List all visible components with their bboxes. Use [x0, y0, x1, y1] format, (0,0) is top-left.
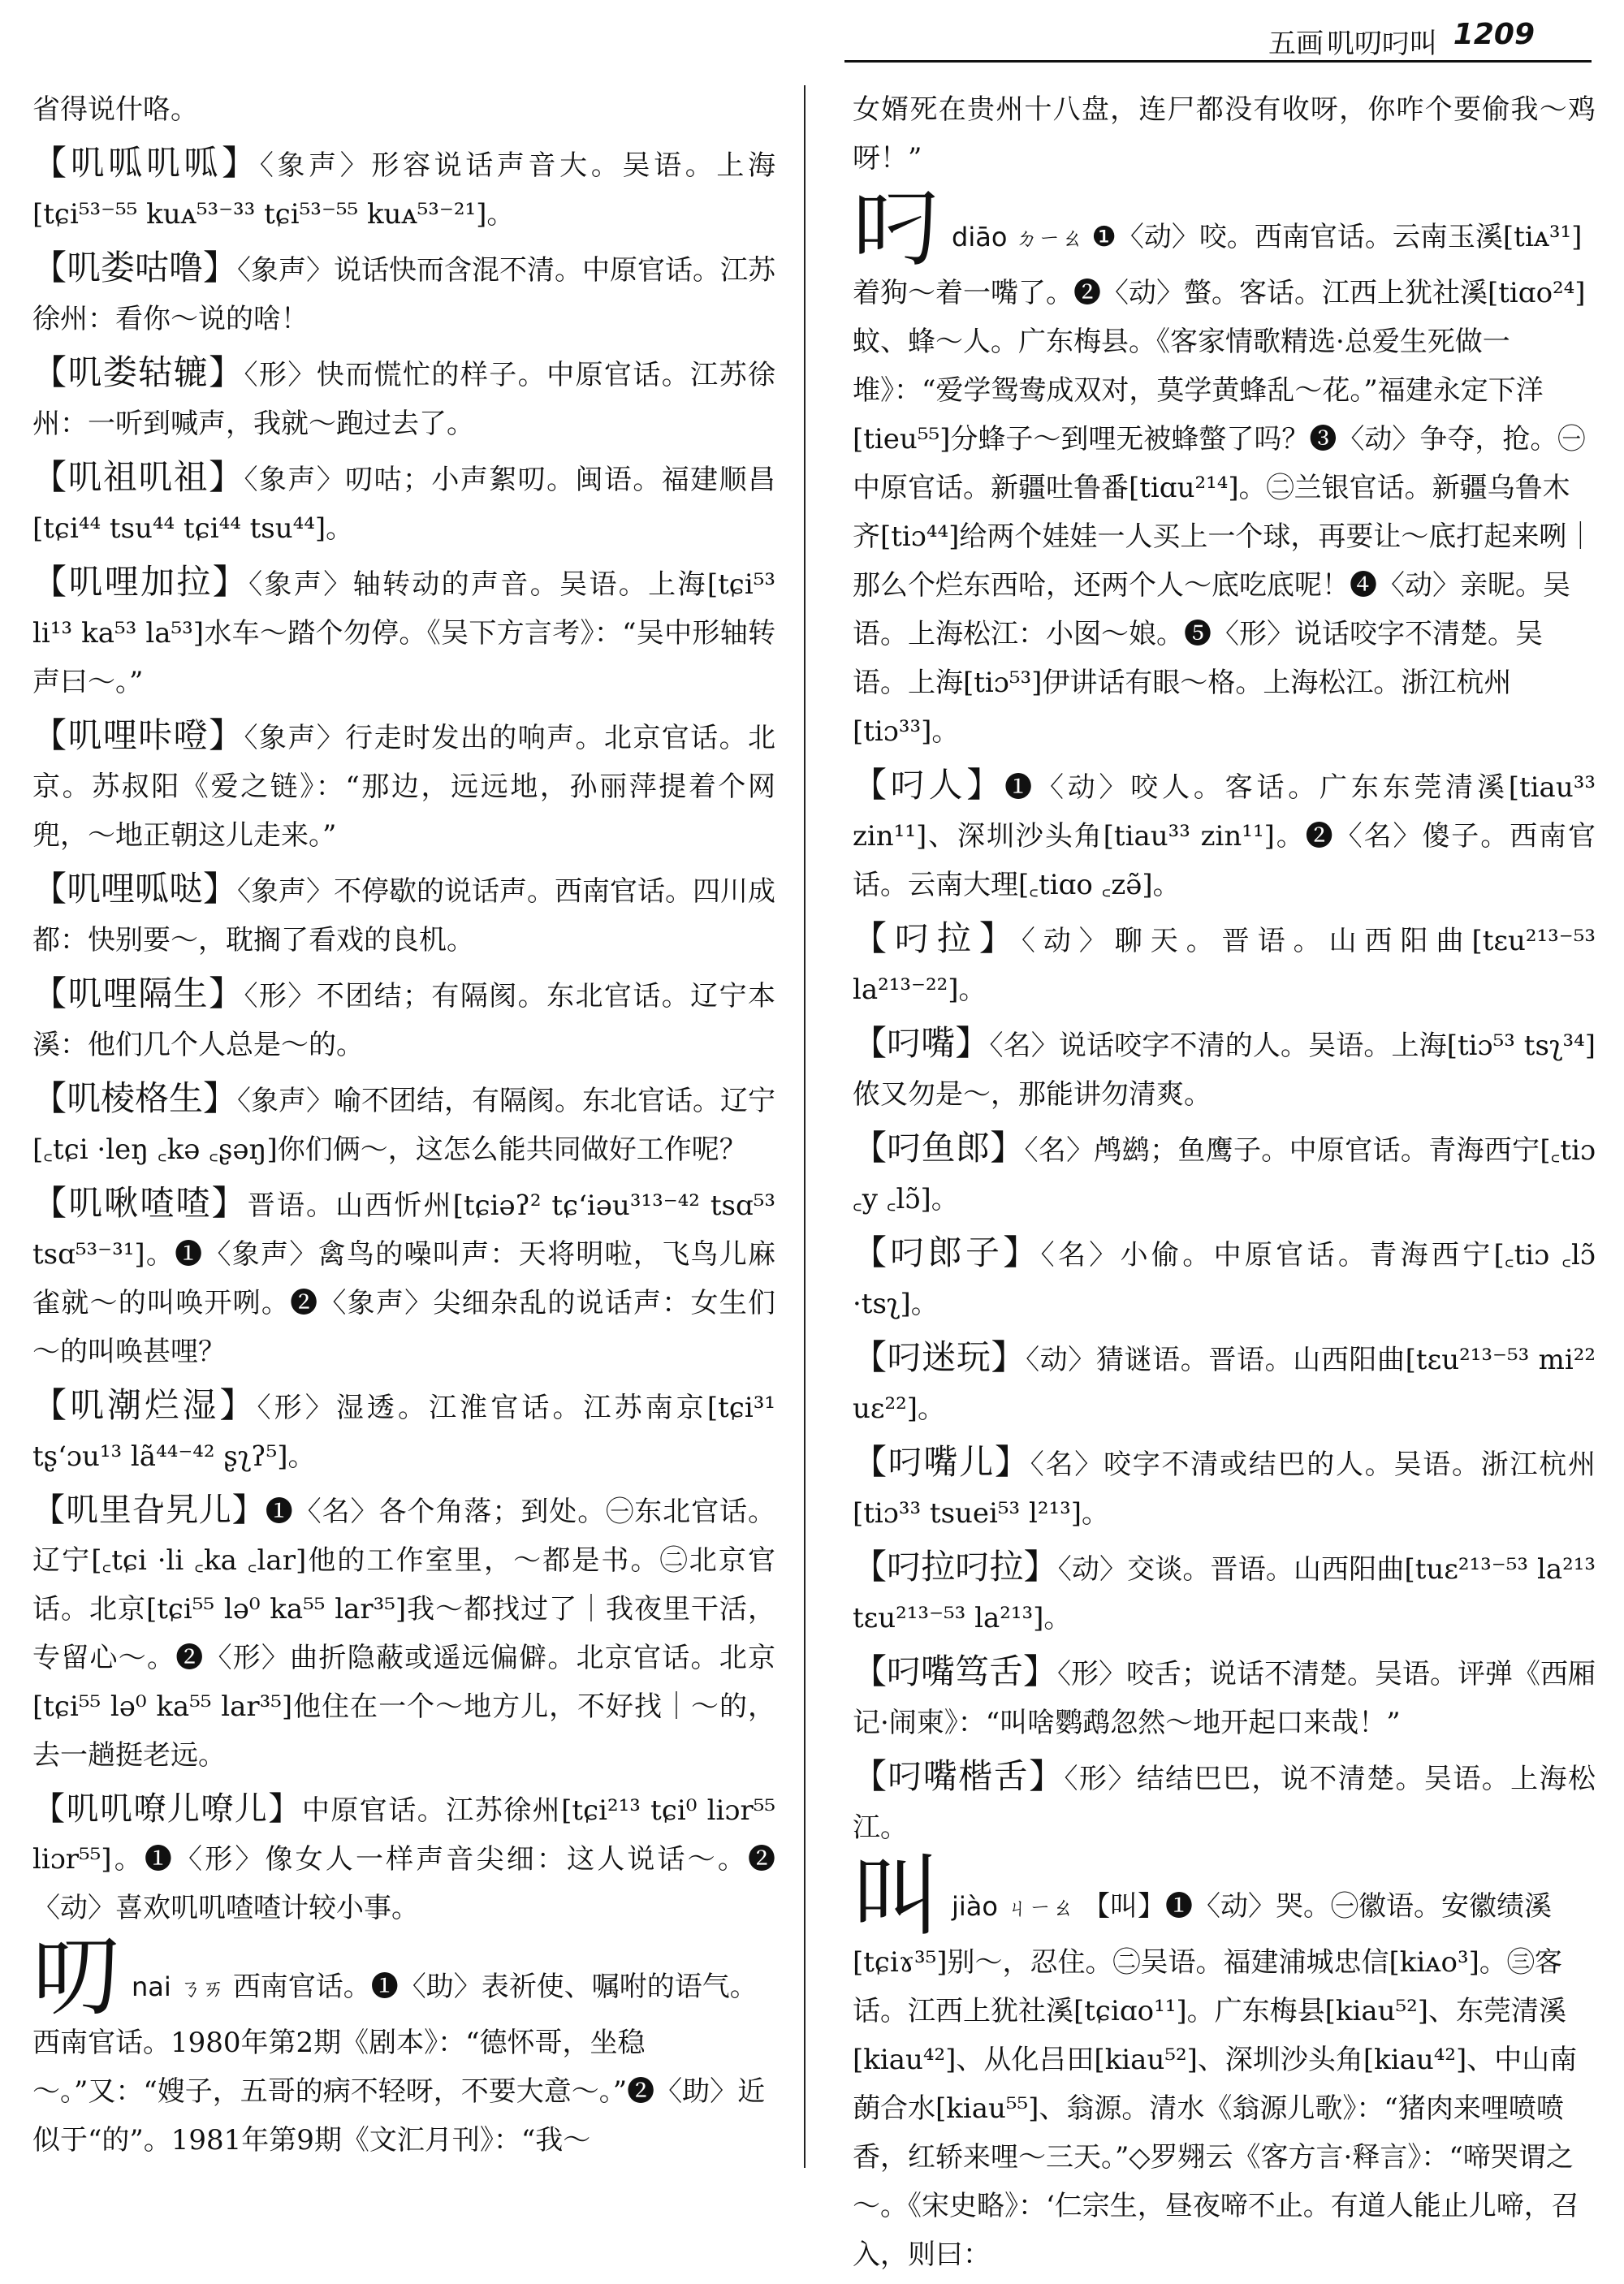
entry-headword: 【叽哩咔噔】 — [32, 715, 244, 755]
entry-headword: 【叽祖叽祖】 — [32, 457, 244, 497]
character-pinyin: nai — [132, 1971, 171, 2002]
entry-headword: 【叽娄轱辘】 — [32, 352, 244, 392]
character-headword: 叨 — [32, 1927, 121, 2028]
entry-definition: ❶〈名〉各个角落；到处。㊀东北官话。辽宁[꜀tɕi ·li ꜀ka ꜀lar]他的工作室里，～都是书。㊁北京官话。北京[tɕi⁵⁵ lə⁰ ka⁵⁵ lar³⁵]我～都找过了｜我夜里干活，专留心～。❷〈形〉曲折隐蔽或遥远偏僻。北京官话。北京[tɕi⁵⁵ lə⁰ ka⁵⁵ lar³⁵]他住在一个～地方儿，不好找｜～的，去一趟挺老远。 — [32, 1496, 776, 1772]
dictionary-entry — [32, 348, 775, 448]
character-definition: 【叫】❶〈动〉哭。㊀徽语。安徽绩溪[tɕiɤ³⁵]别～，忍住。㊁吴语。福建浦城忠信[kiᴀo³]。㊂客话。江西上犹社溪[tɕiɑo¹¹]。广东梅县[kiau⁵²]、东莞清溪[kiau⁴²]、从化吕田[kiau⁵²]、深圳沙头角[kiau⁴²]、中山南蓢合水[kiau⁵⁵]、翁源。清水《翁源儿歌》：“猪肉来哩喷喷香，红轿来哩～三天。”◇罗翙云《客方言·释言》：“啼哭谓之～。《宋史略》：‘仁宗生，昼夜啼不止。有道人能止儿啼，召入，则曰： — [853, 1890, 1579, 2271]
entry-headword: 【叽啾喳喳】 — [32, 1183, 248, 1223]
entry-headword: 【叽哩呱哒】 — [32, 869, 238, 909]
page-number: 1209 — [1453, 18, 1535, 51]
character-headword: 叫 — [853, 1846, 941, 1948]
dictionary-entry — [853, 1438, 1596, 1538]
entry-definition: 中原官话。江苏徐州[tɕi²¹³ tɕi⁰ liɔr⁵⁵ liɔr⁵⁵]。❶〈形〉像女人一样声音尖细：这人说话～。❷〈动〉喜欢叽叽喳喳计较小事。 — [32, 1794, 775, 1924]
entry-definition: 〈动〉猜谜语。晋语。山西阳曲[tɛu²¹³⁻⁵³ mi²² uɛ²²]。 — [853, 1344, 1596, 1425]
entry-headword: 【叽呱叽呱】 — [32, 143, 260, 183]
character-definition: ❶〈动〉咬。西南官话。云南玉溪[tiᴀ³¹]着狗～着一嘴了。❷〈动〉螫。客话。江西上犹社溪[tiɑo²⁴]蚊、蜂～人。广东梅县。《客家情歌精选·总爱生死做一堆》：“爱学鸳鸯成双对，莫学黄蜂乱～花。”福建永定下洋[tieu⁵⁵]分蜂子～到哩无被蜂螫了吗？❸〈动〉争夺，抢。㊀中原官话。新疆吐鲁番[tiɑu²¹⁴]。㊁兰银官话。新疆乌鲁木齐[tiɔ⁴⁴]给两个娃娃一人买上一个球，再要让～底打起来咧｜那么个烂东西哈，还两个人～底吃底呢！❹〈动〉亲昵。吴语。上海松江：小囡～娘。❺〈形〉说话咬字不清楚。吴语。上海[tiɔ⁵³]伊讲话有眼～格。上海松江。浙江杭州[tiɔ³³]。 — [853, 221, 1595, 748]
entry-headword: 【叽娄咕噜】 — [32, 248, 238, 287]
character-definition: 西南官话。❶〈助〉表祈使、嘱咐的语气。西南官话。1980年第2期《剧本》：“德怀哥，坐稳～。”又：“嫂子，五哥的病不轻呀，不要大意～。”❷〈助〉近似于“的”。1981年第9期《文汇月刊》：“我～ — [32, 1971, 766, 2157]
dictionary-entry — [853, 1124, 1596, 1224]
dictionary-entry — [853, 1333, 1596, 1433]
entry-definition: 〈形〉快而慌忙的样子。中原官话。江苏徐州：一听到喊声，我就～跑过去了。 — [32, 359, 775, 440]
entry-headword: 【叼鱼郎】 — [853, 1128, 1025, 1168]
character-entry — [853, 1846, 1596, 2279]
entry-definition: 〈象声〉说话快而含混不清。中原官话。江苏徐州：看你～说的啥！ — [32, 254, 776, 335]
entry-headword: 【叼嘴儿】 — [853, 1442, 1030, 1482]
entry-definition: 〈动〉聊天。晋语。山西阳曲[tɛu²¹³⁻⁵³ la²¹³⁻²²]。 — [853, 925, 1596, 1006]
entry-definition: 〈形〉咬舌；说话不清楚。吴语。评弹《西厢记·闹柬》：“叫啥鹦鹉忽然～地开起口来哉！” — [853, 1658, 1596, 1739]
dictionary-entry — [853, 1228, 1596, 1328]
character-headword: 叼 — [853, 177, 941, 278]
entry-headword: 【叼迷玩】 — [853, 1337, 1026, 1377]
entry-headword: 【叼郎子】 — [853, 1233, 1041, 1272]
dictionary-entry — [853, 1543, 1596, 1643]
entry-headword: 【叼拉】 — [853, 918, 1021, 958]
column-divider — [804, 85, 806, 2168]
entry-headword: 【叼嘴笃舌】 — [853, 1651, 1058, 1691]
left-column — [32, 85, 775, 2170]
entry-definition: 〈象声〉行走时发出的响声。北京官话。北京。苏叔阳《爱之链》：“那边，远远地，孙丽萍提着个网兜，～地正朝这儿走来。” — [32, 722, 775, 852]
entry-definition: 晋语。山西忻州[tɕiəʔ² tɕʻiəu³¹³⁻⁴² tsɑ⁵³ tsɑ⁵³⁻³¹]。❶〈象声〉禽鸟的噪叫声：天将明啦，飞鸟儿麻雀就～的叫唤开咧。❷〈象声〉尖细杂乱的说话声：女生们～的叫唤甚哩？ — [32, 1189, 775, 1368]
dictionary-entry — [32, 1074, 775, 1174]
character-zhuyin: ㄋㄞ — [179, 1975, 225, 2001]
dictionary-entry — [32, 453, 775, 553]
entry-definition: 〈形〉结结巴巴，说不清楚。吴语。上海松江。 — [853, 1763, 1596, 1844]
entry-headword: 【叽叽嘹儿嘹儿】 — [32, 1790, 302, 1828]
character-pinyin: jiào — [952, 1891, 998, 1922]
dictionary-entry — [853, 1647, 1596, 1747]
entry-definition: 〈象声〉叨咕；小声絮叨。闽语。福建顺昌[tɕi⁴⁴ tsu⁴⁴ tɕi⁴⁴ tsu⁴⁴]。 — [32, 464, 775, 545]
header-characters: 叽叨叼叫 — [1327, 28, 1437, 60]
entry-headword: 【叼人】 — [853, 765, 1005, 805]
dictionary-entry — [32, 139, 775, 239]
dictionary-entry — [853, 914, 1596, 1014]
entry-definition: 〈名〉鸬鹚；鱼鹰子。中原官话。青海西宁[꜀tiɔ ꜀y ꜀lɔ̃]。 — [853, 1134, 1596, 1215]
right-column — [853, 85, 1596, 2284]
character-zhuyin: ㄉㄧㄠ — [1015, 225, 1084, 252]
entry-headword: 【叽哩隔生】 — [32, 974, 244, 1013]
entry-headword: 【叼嘴楷舌】 — [853, 1756, 1065, 1796]
character-entry — [853, 177, 1596, 756]
running-header — [844, 15, 1592, 63]
dictionary-entry — [853, 761, 1596, 909]
entry-headword: 【叼嘴】 — [853, 1023, 990, 1063]
entry-headword: 【叽潮烂湿】 — [32, 1385, 257, 1425]
character-pinyin: diāo — [952, 222, 1008, 253]
dictionary-entry — [32, 969, 775, 1069]
header-section-label: 五画 — [1268, 28, 1324, 60]
character-zhuyin: ㄐㄧㄠ — [1005, 1894, 1074, 1921]
character-entry — [32, 1927, 775, 2165]
dictionary-entry — [32, 865, 775, 965]
dictionary-entry — [853, 1019, 1596, 1119]
dictionary-entry — [32, 1381, 775, 1481]
entry-headword: 【叽棱格生】 — [32, 1078, 238, 1118]
dictionary-entry — [32, 1785, 775, 1932]
entry-definition: 〈象声〉不停歇的说话声。西南官话。四川成都：快别要～，耽搁了看戏的良机。 — [32, 875, 776, 956]
dictionary-entry — [853, 1752, 1596, 1852]
entry-definition: 〈象声〉形容说话声音大。吴语。上海[tɕi⁵³⁻⁵⁵ kuᴀ⁵³⁻³³ tɕi⁵³⁻⁵⁵ kuᴀ⁵³⁻²¹]。 — [32, 149, 775, 231]
continuation-text: 女婿死在贵州十八盘，连尸都没有收呀，你咋个要偷我～鸡呀！” — [853, 93, 1596, 175]
dictionary-entry — [32, 1486, 775, 1780]
entry-definition: 〈动〉交谈。晋语。山西阳曲[tuɛ²¹³⁻⁵³ la²¹³ tɛu²¹³⁻⁵³ la²¹³]。 — [853, 1553, 1596, 1634]
entry-definition: 〈形〉不团结；有隔阂。东北官话。辽宁本溪：他们几个人总是～的。 — [32, 980, 775, 1061]
entry-definition: 〈象声〉喻不团结，有隔阂。东北官话。辽宁[꜀tɕi ·leŋ ꜀kə ꜀ʂəŋ]你们俩～，这怎么能共同做好工作呢？ — [32, 1085, 776, 1166]
entry-definition: 〈名〉咬字不清或结巴的人。吴语。浙江杭州[tiɔ³³ tsuei⁵³ l²¹³]。 — [853, 1449, 1596, 1530]
entry-definition: 〈名〉小偷。中原官话。青海西宁[꜀tiɔ ꜀lɔ̃ ·tsʅ]。 — [853, 1239, 1596, 1320]
dictionary-entry — [32, 1179, 775, 1376]
entry-headword: 【叽里旮旯儿】 — [32, 1492, 266, 1529]
entry-definition: ❶〈动〉咬人。客话。广东东莞清溪[tiau³³ zin¹¹]、深圳沙头角[tiau³³ zin¹¹]。❷〈名〉傻子。西南官话。云南大理[꜀tiɑo ꜀zə̃]。 — [853, 771, 1596, 901]
continuation-text: 省得说什咯。 — [32, 93, 198, 126]
entry-definition: 〈象声〉轴转动的声音。吴语。上海[tɕi⁵³ li¹³ ka⁵³ la⁵³]水车～踏个勿停。《吴下方言考》：“吴中形轴转声曰～。” — [32, 568, 775, 698]
dictionary-entry — [32, 244, 775, 343]
entry-definition: 〈形〉湿透。江淮官话。江苏南京[tɕi³¹ tʂʻɔu¹³ lã⁴⁴⁻⁴² ʂʅʔ⁵]。 — [32, 1392, 775, 1473]
entry-headword: 【叼拉叼拉】 — [853, 1547, 1058, 1587]
dictionary-entry — [32, 711, 775, 860]
entry-headword: 【叽哩加拉】 — [32, 562, 249, 602]
dictionary-entry — [32, 558, 775, 706]
entry-definition: 〈名〉说话咬字不清的人。吴语。上海[tiɔ⁵³ tsʅ³⁴]侬又勿是～，那能讲勿清爽。 — [853, 1030, 1596, 1111]
